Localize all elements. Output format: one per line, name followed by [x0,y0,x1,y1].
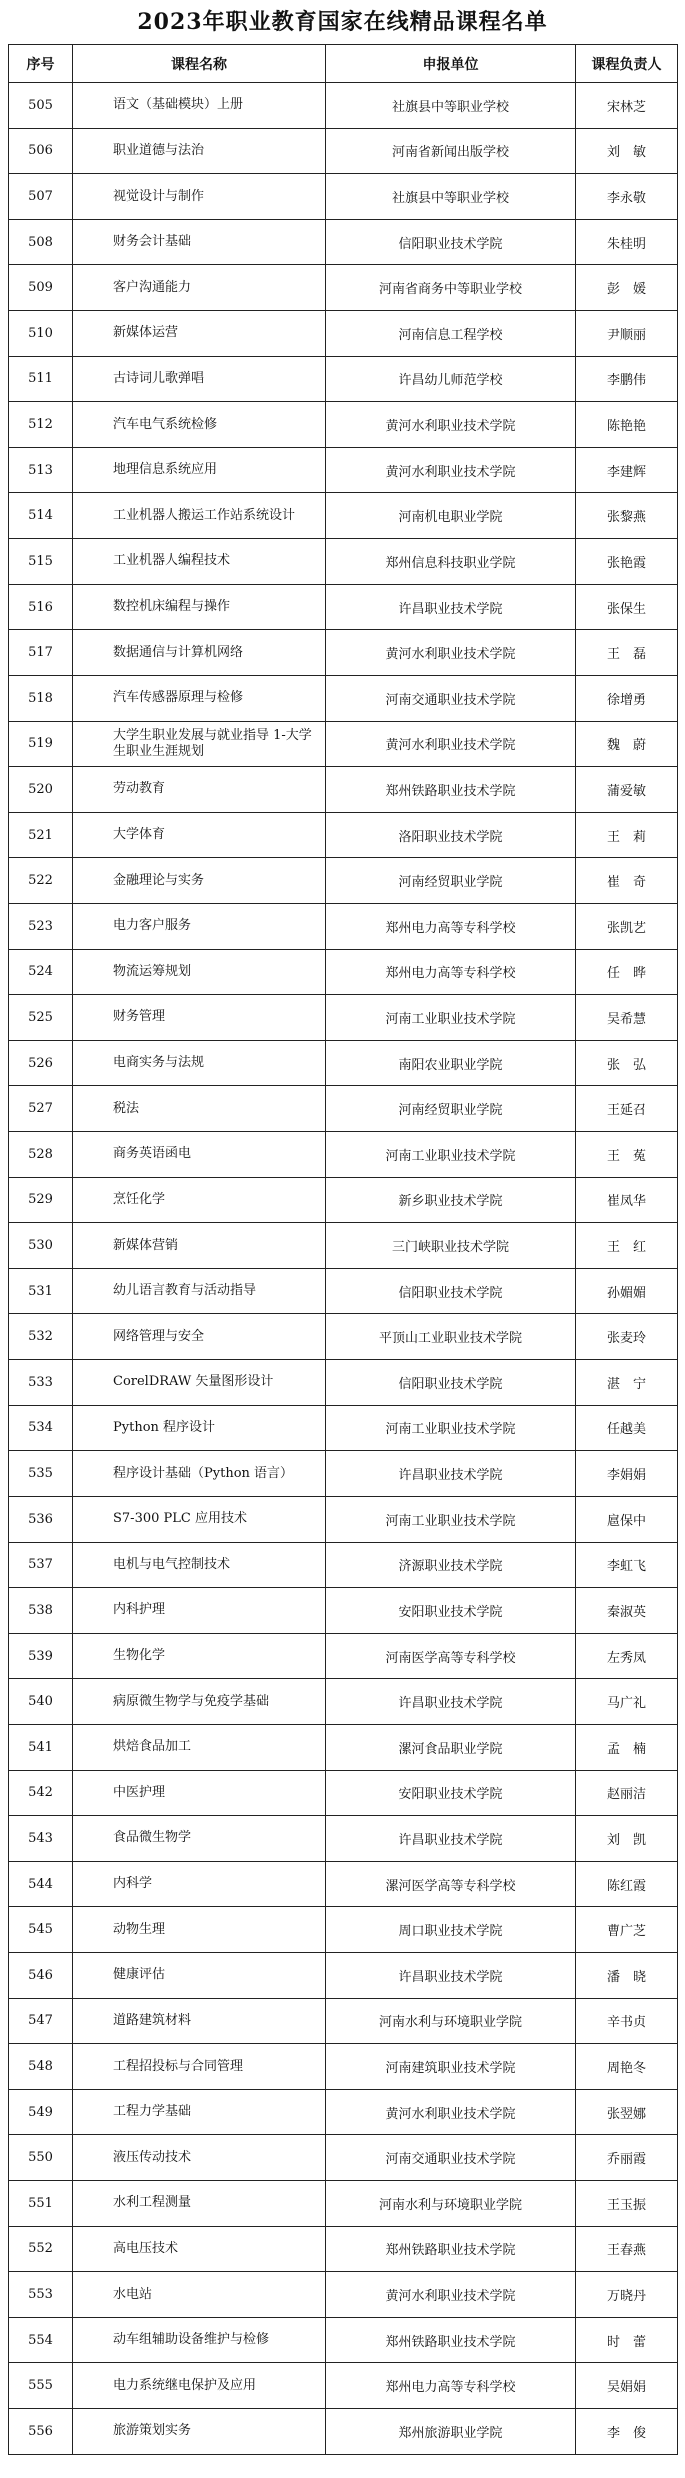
cell-applicant-unit: 黄河水利职业技术学院 [326,2272,576,2318]
cell-course-leader: 李 俊 [576,2409,678,2455]
cell-course-leader: 任 晔 [576,949,678,995]
cell-number: 525 [9,995,73,1041]
cell-course-leader: 徐增勇 [576,675,678,721]
cell-applicant-unit: 河南工业职业技术学院 [326,1496,576,1542]
cell-applicant-unit: 河南交通职业技术学院 [326,2135,576,2181]
cell-number: 520 [9,767,73,813]
cell-course-leader: 张艳霞 [576,539,678,585]
cell-applicant-unit: 河南工业职业技术学院 [326,1132,576,1178]
cell-course-leader: 潘 晓 [576,1952,678,1998]
cell-course-name: 大学生职业发展与就业指导 1-大学生职业生涯规划 [73,721,326,767]
cell-course-name: 液压传动技术 [73,2135,326,2181]
cell-number: 532 [9,1314,73,1360]
cell-course-leader: 张麦玲 [576,1314,678,1360]
cell-applicant-unit: 郑州电力高等专科学校 [326,949,576,995]
table-row [9,1314,678,1360]
cell-course-leader: 左秀凤 [576,1633,678,1679]
cell-course-leader: 李虹飞 [576,1542,678,1588]
cell-number: 531 [9,1268,73,1314]
table-header-row [9,45,678,83]
cell-course-name: 数据通信与计算机网络 [73,630,326,676]
cell-course-leader: 赵丽洁 [576,1770,678,1816]
cell-applicant-unit: 平顶山工业职业技术学院 [326,1314,576,1360]
cell-course-leader: 周艳冬 [576,2044,678,2090]
cell-course-leader: 刘 凯 [576,1816,678,1862]
table-row [9,630,678,676]
cell-course-name: 语文（基础模块）上册 [73,83,326,129]
table-row [9,1451,678,1497]
cell-applicant-unit: 周口职业技术学院 [326,1907,576,1953]
cell-applicant-unit: 河南工业职业技术学院 [326,995,576,1041]
cell-course-name: 生物化学 [73,1633,326,1679]
cell-course-leader: 张黎燕 [576,493,678,539]
cell-course-name: 工程招投标与合同管理 [73,2044,326,2090]
cell-course-name: 旅游策划实务 [73,2409,326,2455]
table-row [9,1405,678,1451]
cell-course-leader: 张翌娜 [576,2089,678,2135]
cell-course-name: 金融理论与实务 [73,858,326,904]
table-row [9,1770,678,1816]
cell-number: 540 [9,1679,73,1725]
cell-number: 513 [9,447,73,493]
cell-course-name: 物流运筹规划 [73,949,326,995]
table-row [9,356,678,402]
cell-course-name: 客户沟通能力 [73,265,326,311]
cell-applicant-unit: 河南工业职业技术学院 [326,1405,576,1451]
cell-number: 544 [9,1861,73,1907]
cell-course-name: 程序设计基础（Python 语言） [73,1451,326,1497]
cell-course-name: 中医护理 [73,1770,326,1816]
cell-course-name: 网络管理与安全 [73,1314,326,1360]
cell-number: 550 [9,2135,73,2181]
cell-number: 507 [9,174,73,220]
cell-number: 515 [9,539,73,585]
cell-course-leader: 王玉振 [576,2181,678,2227]
cell-number: 517 [9,630,73,676]
cell-applicant-unit: 三门峡职业技术学院 [326,1223,576,1269]
cell-course-name: 幼儿语言教育与活动指导 [73,1268,326,1314]
cell-number: 543 [9,1816,73,1862]
cell-course-name: 财务会计基础 [73,219,326,265]
table-row [9,675,678,721]
cell-number: 505 [9,83,73,129]
cell-applicant-unit: 新乡职业技术学院 [326,1177,576,1223]
cell-course-name: 汽车传感器原理与检修 [73,675,326,721]
cell-applicant-unit: 社旗县中等职业学校 [326,83,576,129]
cell-applicant-unit: 黄河水利职业技术学院 [326,402,576,448]
cell-course-leader: 王春燕 [576,2226,678,2272]
cell-course-name: 水利工程测量 [73,2181,326,2227]
cell-course-name: 地理信息系统应用 [73,447,326,493]
cell-course-name: 食品微生物学 [73,1816,326,1862]
cell-course-leader: 乔丽霞 [576,2135,678,2181]
cell-course-name: Python 程序设计 [73,1405,326,1451]
cell-number: 516 [9,584,73,630]
cell-number: 519 [9,721,73,767]
cell-number: 539 [9,1633,73,1679]
table-row [9,812,678,858]
cell-applicant-unit: 黄河水利职业技术学院 [326,2089,576,2135]
table-row [9,1679,678,1725]
table-body [9,83,678,2455]
cell-course-leader: 王 磊 [576,630,678,676]
cell-number: 509 [9,265,73,311]
cell-course-name: 工业机器人编程技术 [73,539,326,585]
cell-applicant-unit: 郑州铁路职业技术学院 [326,2317,576,2363]
cell-course-name: 新媒体营销 [73,1223,326,1269]
cell-course-name: 工业机器人搬运工作站系统设计 [73,493,326,539]
table-row [9,1542,678,1588]
cell-applicant-unit: 社旗县中等职业学校 [326,174,576,220]
cell-course-leader: 蒲爱敏 [576,767,678,813]
cell-number: 526 [9,1040,73,1086]
cell-course-leader: 吴娟娟 [576,2363,678,2409]
cell-course-leader: 湛 宁 [576,1360,678,1406]
table-row [9,949,678,995]
cell-applicant-unit: 河南省商务中等职业学校 [326,265,576,311]
cell-number: 541 [9,1724,73,1770]
cell-course-name: 电力系统继电保护及应用 [73,2363,326,2409]
cell-course-name: 电商实务与法规 [73,1040,326,1086]
cell-course-name: 视觉设计与制作 [73,174,326,220]
cell-course-leader: 尹顺丽 [576,311,678,357]
course-table [8,44,678,2455]
table-row [9,1132,678,1178]
cell-course-name: S7-300 PLC 应用技术 [73,1496,326,1542]
table-row [9,2135,678,2181]
cell-course-name: 古诗词儿歌弹唱 [73,356,326,402]
cell-applicant-unit: 郑州电力高等专科学校 [326,2363,576,2409]
cell-course-leader: 吴希慧 [576,995,678,1041]
table-row [9,539,678,585]
cell-number: 512 [9,402,73,448]
cell-course-leader: 辛书贞 [576,1998,678,2044]
cell-applicant-unit: 河南建筑职业技术学院 [326,2044,576,2090]
cell-number: 556 [9,2409,73,2455]
cell-applicant-unit: 安阳职业技术学院 [326,1588,576,1634]
cell-number: 535 [9,1451,73,1497]
cell-number: 536 [9,1496,73,1542]
cell-course-name: 职业道德与法治 [73,128,326,174]
cell-number: 542 [9,1770,73,1816]
cell-number: 521 [9,812,73,858]
table-row [9,1496,678,1542]
cell-applicant-unit: 河南省新闻出版学校 [326,128,576,174]
table-row [9,1360,678,1406]
table-row [9,2226,678,2272]
cell-course-leader: 彭 媛 [576,265,678,311]
table-row [9,1861,678,1907]
cell-applicant-unit: 河南交通职业技术学院 [326,675,576,721]
cell-number: 528 [9,1132,73,1178]
cell-course-leader: 宋林芝 [576,83,678,129]
table-row [9,1223,678,1269]
cell-number: 534 [9,1405,73,1451]
table-row [9,858,678,904]
cell-number: 508 [9,219,73,265]
cell-number: 549 [9,2089,73,2135]
table-row [9,128,678,174]
cell-number: 552 [9,2226,73,2272]
cell-course-name: 烹饪化学 [73,1177,326,1223]
cell-course-leader: 王 莉 [576,812,678,858]
table-row [9,265,678,311]
cell-course-leader: 马广礼 [576,1679,678,1725]
cell-number: 529 [9,1177,73,1223]
cell-course-name: 工程力学基础 [73,2089,326,2135]
cell-number: 533 [9,1360,73,1406]
cell-applicant-unit: 黄河水利职业技术学院 [326,721,576,767]
cell-number: 514 [9,493,73,539]
cell-applicant-unit: 信阳职业技术学院 [326,1360,576,1406]
table-row [9,174,678,220]
table-row [9,2044,678,2090]
cell-course-leader: 朱桂明 [576,219,678,265]
cell-course-leader: 李建辉 [576,447,678,493]
cell-course-leader: 刘 敏 [576,128,678,174]
cell-applicant-unit: 郑州铁路职业技术学院 [326,2226,576,2272]
cell-course-leader: 魏 蔚 [576,721,678,767]
cell-applicant-unit: 河南经贸职业学院 [326,1086,576,1132]
cell-course-leader: 孙媚媚 [576,1268,678,1314]
header-course-leader: 课程负责人 [576,45,678,83]
table-row [9,1952,678,1998]
page-title: 2023年职业教育国家在线精品课程名单 [137,9,548,35]
cell-applicant-unit: 郑州信息科技职业学院 [326,539,576,585]
cell-applicant-unit: 郑州电力高等专科学校 [326,903,576,949]
cell-number: 551 [9,2181,73,2227]
cell-number: 527 [9,1086,73,1132]
cell-course-name: 税法 [73,1086,326,1132]
cell-course-leader: 王 红 [576,1223,678,1269]
cell-course-name: 汽车电气系统检修 [73,402,326,448]
table-row [9,995,678,1041]
cell-course-leader: 秦淑英 [576,1588,678,1634]
cell-number: 518 [9,675,73,721]
cell-applicant-unit: 河南经贸职业学院 [326,858,576,904]
table-row [9,1998,678,2044]
table-row [9,493,678,539]
cell-course-leader: 张保生 [576,584,678,630]
cell-course-leader: 扈保中 [576,1496,678,1542]
cell-course-leader: 崔 奇 [576,858,678,904]
cell-course-leader: 时 蕾 [576,2317,678,2363]
table-row [9,2363,678,2409]
cell-course-leader: 任越美 [576,1405,678,1451]
cell-applicant-unit: 漯河食品职业学院 [326,1724,576,1770]
table-row [9,311,678,357]
cell-applicant-unit: 南阳农业职业学院 [326,1040,576,1086]
table-row [9,1907,678,1953]
cell-course-leader: 崔凤华 [576,1177,678,1223]
cell-applicant-unit: 漯河医学高等专科学校 [326,1861,576,1907]
cell-course-name: 水电站 [73,2272,326,2318]
cell-course-name: 道路建筑材料 [73,1998,326,2044]
cell-applicant-unit: 郑州旅游职业学院 [326,2409,576,2455]
cell-course-name: 财务管理 [73,995,326,1041]
cell-applicant-unit: 信阳职业技术学院 [326,219,576,265]
cell-course-name: 商务英语函电 [73,1132,326,1178]
cell-number: 548 [9,2044,73,2090]
cell-course-name: 新媒体运营 [73,311,326,357]
cell-course-leader: 张凯艺 [576,903,678,949]
cell-applicant-unit: 河南信息工程学校 [326,311,576,357]
cell-applicant-unit: 许昌职业技术学院 [326,1952,576,1998]
cell-number: 523 [9,903,73,949]
cell-course-name: 电力客户服务 [73,903,326,949]
cell-applicant-unit: 洛阳职业技术学院 [326,812,576,858]
cell-course-name: 劳动教育 [73,767,326,813]
cell-course-leader: 李鹏伟 [576,356,678,402]
cell-course-leader: 陈红霞 [576,1861,678,1907]
cell-applicant-unit: 黄河水利职业技术学院 [326,447,576,493]
cell-applicant-unit: 河南医学高等专科学校 [326,1633,576,1679]
cell-applicant-unit: 河南水利与环境职业学院 [326,1998,576,2044]
cell-course-name: 内科学 [73,1861,326,1907]
cell-applicant-unit: 河南水利与环境职业学院 [326,2181,576,2227]
table-row [9,1268,678,1314]
cell-number: 530 [9,1223,73,1269]
cell-number: 547 [9,1998,73,2044]
cell-course-leader: 王延召 [576,1086,678,1132]
table-row [9,1040,678,1086]
header-course-name: 课程名称 [73,45,326,83]
cell-applicant-unit: 许昌职业技术学院 [326,1816,576,1862]
cell-applicant-unit: 黄河水利职业技术学院 [326,630,576,676]
table-row [9,2181,678,2227]
cell-applicant-unit: 安阳职业技术学院 [326,1770,576,1816]
cell-applicant-unit: 许昌职业技术学院 [326,1451,576,1497]
cell-applicant-unit: 许昌职业技术学院 [326,1679,576,1725]
table-row [9,1816,678,1862]
table-row [9,83,678,129]
cell-number: 538 [9,1588,73,1634]
table-row [9,2272,678,2318]
table-row [9,1177,678,1223]
cell-course-name: 高电压技术 [73,2226,326,2272]
cell-number: 553 [9,2272,73,2318]
cell-applicant-unit: 河南机电职业学院 [326,493,576,539]
cell-applicant-unit: 郑州铁路职业技术学院 [326,767,576,813]
cell-course-leader: 李永敬 [576,174,678,220]
cell-course-leader: 张 弘 [576,1040,678,1086]
cell-course-name: 内科护理 [73,1588,326,1634]
table-row [9,1588,678,1634]
cell-applicant-unit: 济源职业技术学院 [326,1542,576,1588]
cell-course-name: 电机与电气控制技术 [73,1542,326,1588]
cell-applicant-unit: 许昌幼儿师范学校 [326,356,576,402]
table-row [9,721,678,767]
table-row [9,1633,678,1679]
table-row [9,402,678,448]
cell-course-leader: 陈艳艳 [576,402,678,448]
cell-course-leader: 万晓丹 [576,2272,678,2318]
cell-course-leader: 曹广芝 [576,1907,678,1953]
cell-course-name: 病原微生物学与免疫学基础 [73,1679,326,1725]
header-applicant-unit: 申报单位 [326,45,576,83]
table-row [9,903,678,949]
cell-course-leader: 李娟娟 [576,1451,678,1497]
table-row [9,2089,678,2135]
cell-number: 511 [9,356,73,402]
cell-course-leader: 孟 楠 [576,1724,678,1770]
table-row [9,2317,678,2363]
table-row [9,2409,678,2455]
cell-number: 506 [9,128,73,174]
table-row [9,1086,678,1132]
table-row [9,219,678,265]
cell-number: 555 [9,2363,73,2409]
table-row [9,447,678,493]
cell-number: 545 [9,1907,73,1953]
cell-number: 510 [9,311,73,357]
cell-applicant-unit: 许昌职业技术学院 [326,584,576,630]
cell-course-name: 动物生理 [73,1907,326,1953]
cell-number: 554 [9,2317,73,2363]
cell-course-name: 健康评估 [73,1952,326,1998]
table-row [9,1724,678,1770]
cell-course-leader: 王 菟 [576,1132,678,1178]
table-row [9,767,678,813]
cell-course-name: 大学体育 [73,812,326,858]
cell-number: 524 [9,949,73,995]
cell-number: 546 [9,1952,73,1998]
header-number: 序号 [9,45,73,83]
cell-course-name: 动车组辅助设备维护与检修 [73,2317,326,2363]
cell-applicant-unit: 信阳职业技术学院 [326,1268,576,1314]
cell-course-name: 数控机床编程与操作 [73,584,326,630]
cell-number: 522 [9,858,73,904]
cell-course-name: CorelDRAW 矢量图形设计 [73,1360,326,1406]
cell-course-name: 烘焙食品加工 [73,1724,326,1770]
table-row [9,584,678,630]
cell-number: 537 [9,1542,73,1588]
